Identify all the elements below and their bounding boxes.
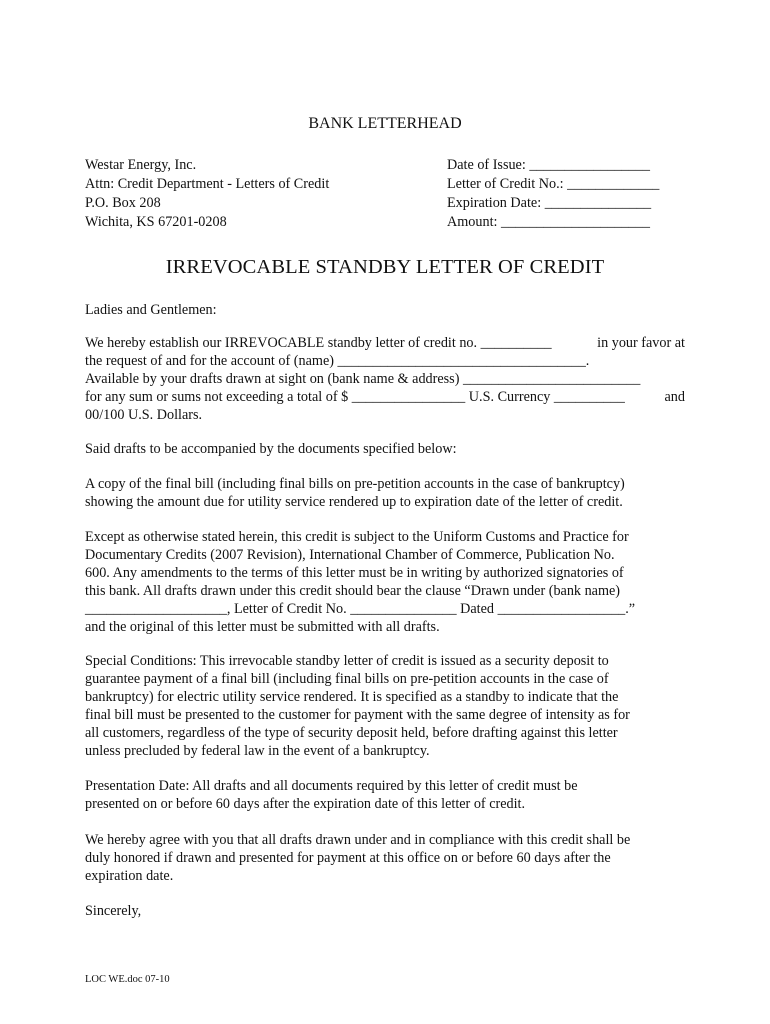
paragraph-line: Said drafts to be accompanied by the documents specified below: — [85, 441, 457, 457]
paragraph-line — [85, 388, 685, 406]
amount-field: Amount: _____________________ — [447, 214, 650, 230]
document-title: IRREVOCABLE STANDBY LETTER OF CREDIT — [165, 256, 605, 278]
paragraph-line: A copy of the final bill (including final bills on pre-petition accounts in the case of bankruptcy) — [85, 476, 625, 492]
line-part: and — [664, 389, 685, 405]
paragraph-agreement — [85, 831, 685, 885]
date-of-issue-field: Date of Issue: _________________ — [447, 157, 650, 173]
recipient-city: Wichita, KS 67201-0208 — [85, 214, 227, 230]
paragraph-uniform-customs — [85, 528, 685, 636]
recipient-name: Westar Energy, Inc. — [85, 157, 197, 173]
paragraph-line: and the original of this letter must be submitted with all drafts. — [85, 619, 440, 635]
paragraph-presentation-date — [85, 777, 685, 813]
paragraph-final-bill — [85, 475, 685, 511]
paragraph-line: 00/100 U.S. Dollars. — [85, 407, 203, 423]
paragraph-line: bankruptcy) for electric utility service rendered. It is specified as a standby to indicate that the — [85, 689, 619, 705]
paragraph-line: all customers, regardless of the type of security deposit held, before drafting against this letter — [85, 725, 618, 741]
line-part: We hereby establish our IRREVOCABLE standby letter of credit no. __________ — [85, 335, 552, 351]
recipient-po-box: P.O. Box 208 — [85, 195, 161, 211]
paragraph-line: Documentary Credits (2007 Revision), International Chamber of Commerce, Publication No. — [85, 547, 615, 563]
recipient-attn: Attn: Credit Department - Letters of Credit — [85, 176, 330, 192]
paragraph-line: Special Conditions: This irrevocable standby letter of credit is issued as a security deposit to — [85, 653, 609, 669]
paragraph-establish — [85, 334, 685, 424]
salutation-text: Ladies and Gentlemen: — [85, 302, 217, 318]
paragraph-special-conditions — [85, 652, 685, 760]
recipient-address — [85, 156, 329, 232]
paragraph-line: 600. Any amendments to the terms of this letter must be in writing by authorized signatories of — [85, 565, 624, 581]
line-part: for any sum or sums not exceeding a total of $ ________________ U.S. Currency __________ — [85, 389, 625, 405]
paragraph-line: showing the amount due for utility service rendered up to expiration date of the letter of credit. — [85, 494, 623, 510]
paragraph-line: Presentation Date: All drafts and all documents required by this letter of credit must be — [85, 778, 578, 794]
paragraph-line: duly honored if drawn and presented for payment at this office on or before 60 days after the — [85, 850, 611, 866]
closing-text: Sincerely, — [85, 903, 142, 919]
salutation — [85, 301, 685, 319]
document-footer: LOC WE.doc 07-10 — [85, 974, 170, 985]
paragraph-line: We hereby agree with you that all drafts drawn under and in compliance with this credit shall be — [85, 832, 631, 848]
letter-fields — [447, 156, 659, 232]
bank-letterhead: BANK LETTERHEAD — [308, 115, 462, 132]
line-part: in your favor at — [597, 335, 685, 351]
paragraph-line: guarantee payment of a final bill (including final bills on pre-petition accounts in the case of — [85, 671, 609, 687]
paragraph-line: final bill must be presented to the customer for payment with the same degree of intensity as for — [85, 707, 630, 723]
paragraph-line — [85, 334, 685, 352]
paragraph-line: Except as otherwise stated herein, this credit is subject to the Uniform Customs and Practice for — [85, 529, 629, 545]
letter-of-credit-no-field: Letter of Credit No.: _____________ — [447, 176, 660, 192]
paragraph-line: presented on or before 60 days after the expiration date of this letter of credit. — [85, 796, 526, 812]
paragraph-documents — [85, 440, 685, 458]
paragraph-line: ____________________, Letter of Credit No. _______________ Dated __________________.” — [85, 601, 636, 617]
paragraph-line: unless precluded by federal law in the event of a bankruptcy. — [85, 743, 430, 759]
paragraph-line: expiration date. — [85, 868, 174, 884]
closing — [85, 902, 685, 920]
paragraph-line: this bank. All drafts drawn under this credit should bear the clause “Drawn under (bank name) — [85, 583, 621, 599]
paragraph-line: Available by your drafts drawn at sight on (bank name & address) _________________________ — [85, 371, 641, 387]
paragraph-line: the request of and for the account of (name) ___________________________________. — [85, 353, 590, 369]
expiration-date-field: Expiration Date: _______________ — [447, 195, 652, 211]
